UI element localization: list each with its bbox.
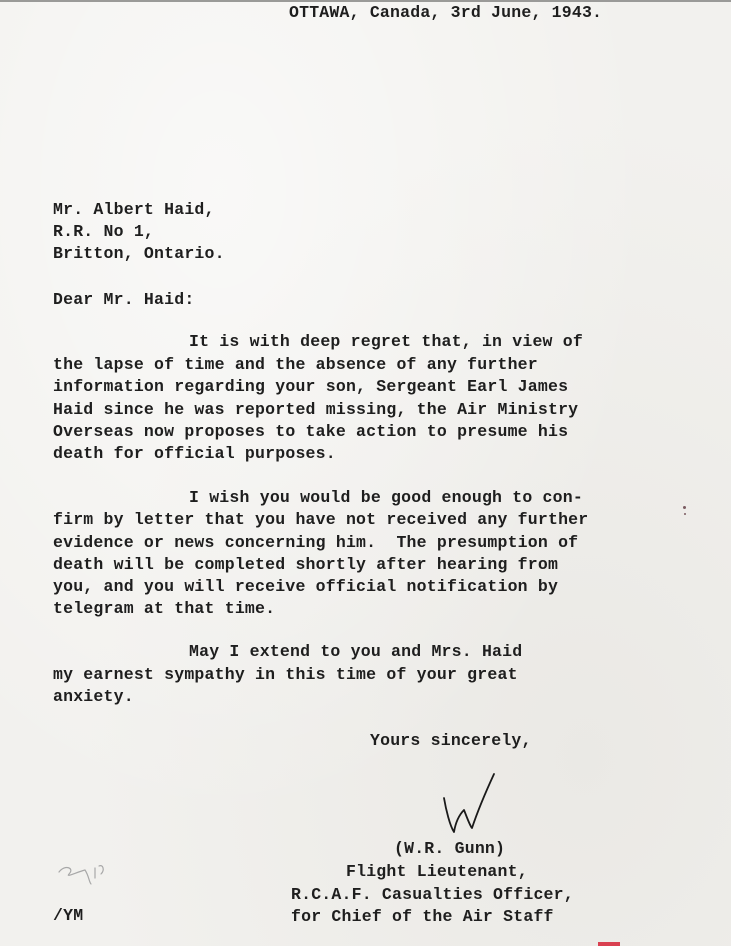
recipient-route: R.R. No 1, [53,222,155,241]
paragraph-2-line-6: telegram at that time. [53,599,276,618]
paragraph-2-line-4: death will be completed shortly after hearing from [53,555,559,574]
handwritten-signature-icon [438,770,498,838]
paragraph-1-line-5: Overseas now proposes to take action to presume his [53,422,569,441]
recipient-name: Mr. Albert Haid, [53,200,215,219]
paragraph-1-line-1: It is with deep regret that, in view of [189,332,583,351]
signatory-title: R.C.A.F. Casualties Officer, [291,885,574,904]
signatory-name: (W.R. Gunn) [394,839,506,858]
paragraph-2-line-1: I wish you would be good enough to con- [189,488,583,507]
pencil-annotation-icon [55,860,115,900]
paragraph-2-line-3: evidence or news concerning him. The presumption of [53,533,579,552]
paper-speck [683,506,686,509]
signatory-for: for Chief of the Air Staff [291,907,554,926]
paragraph-1-line-2: the lapse of time and the absence of any further [53,355,538,374]
salutation: Dear Mr. Haid: [53,290,195,309]
paper-speck [684,513,686,515]
signatory-rank: Flight Lieutenant, [346,862,528,881]
paragraph-2-line-5: you, and you will receive official notification by [53,577,559,596]
closing: Yours sincerely, [370,731,532,750]
red-mark [598,942,620,946]
paragraph-1-line-6: death for official purposes. [53,444,336,463]
dateline: OTTAWA, Canada, 3rd June, 1943. [289,3,603,22]
paragraph-3-line-2: my earnest sympathy in this time of your great [53,665,518,684]
paragraph-3-line-1: May I extend to you and Mrs. Haid [189,642,523,661]
paragraph-2-line-2: firm by letter that you have not received any further [53,510,589,529]
paragraph-1-line-4: Haid since he was reported missing, the Air Ministry [53,400,579,419]
typist-initials: /YM [53,906,84,925]
paragraph-1-line-3: information regarding your son, Sergeant Earl James [53,377,569,396]
recipient-city: Britton, Ontario. [53,244,225,263]
paragraph-3-line-3: anxiety. [53,687,134,706]
